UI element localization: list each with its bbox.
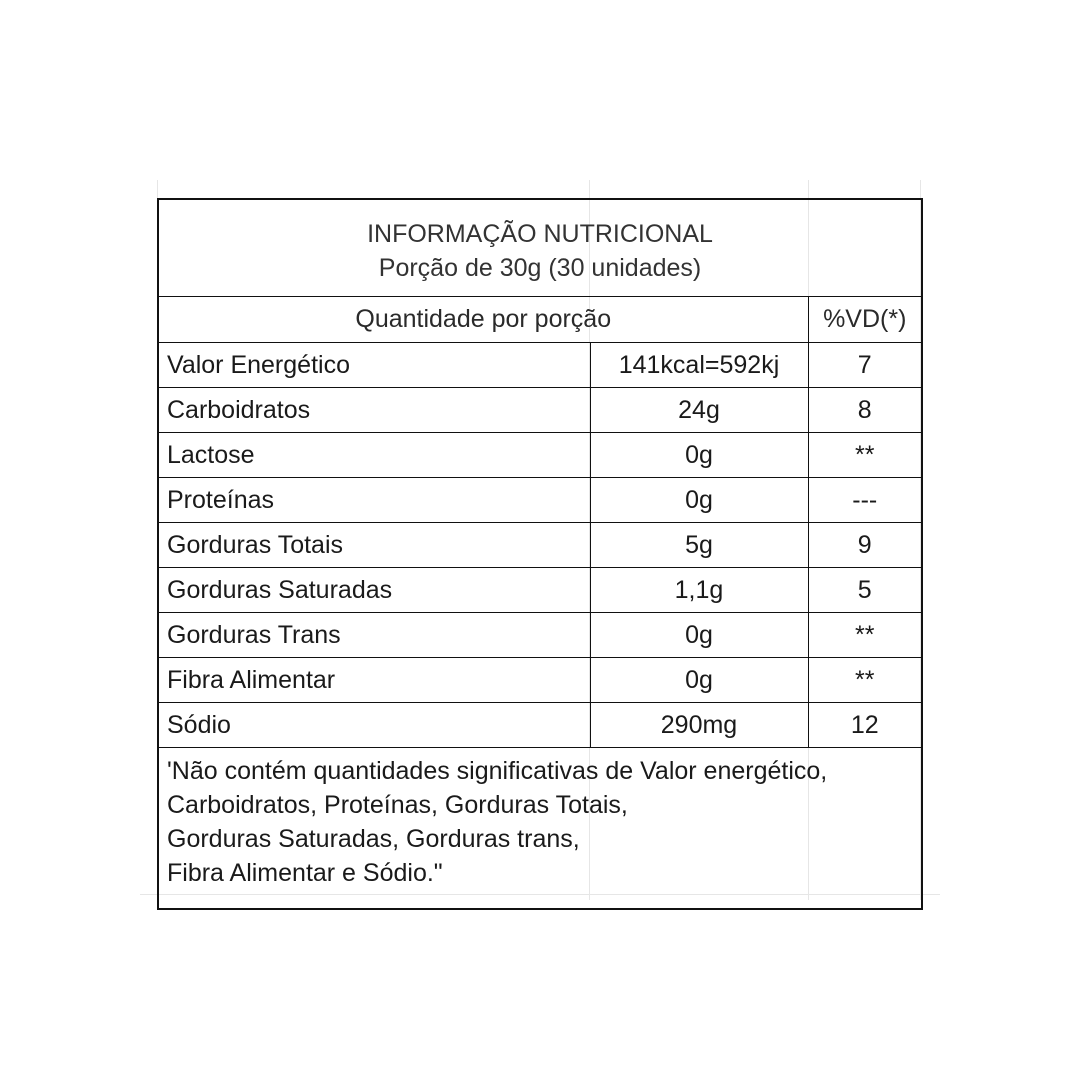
footnote-row	[158, 748, 922, 910]
nutrient-name: Proteínas	[158, 478, 590, 523]
nutrient-quantity: 290mg	[590, 703, 808, 748]
nutrient-quantity: 0g	[590, 478, 808, 523]
table-title-cell	[158, 199, 922, 297]
nutrient-name: Sódio	[158, 703, 590, 748]
table-row	[158, 388, 922, 433]
nutrient-name: Lactose	[158, 433, 590, 478]
table-title: INFORMAÇÃO NUTRICIONAL	[367, 220, 713, 248]
table-row	[158, 343, 922, 388]
nutrient-name: Fibra Alimentar	[158, 658, 590, 703]
nutrient-quantity: 0g	[590, 613, 808, 658]
nutrient-quantity: 5g	[590, 523, 808, 568]
serving-size: Porção de 30g (30 unidades)	[378, 254, 702, 282]
nutrient-vd: **	[808, 658, 922, 703]
table-row	[158, 613, 922, 658]
table-row	[158, 658, 922, 703]
footnote-line: Gorduras Saturadas, Gorduras trans,	[167, 825, 580, 853]
nutrition-facts-table	[157, 198, 923, 910]
footnote-line: Carboidratos, Proteínas, Gorduras Totais,	[167, 791, 628, 819]
nutrient-name: Gorduras Saturadas	[158, 568, 590, 613]
nutrient-name: Gorduras Totais	[158, 523, 590, 568]
nutrient-vd: 5	[808, 568, 922, 613]
nutrient-quantity: 0g	[590, 658, 808, 703]
nutrient-quantity: 141kcal=592kj	[590, 343, 808, 388]
table-row	[158, 523, 922, 568]
nutrient-quantity: 24g	[590, 388, 808, 433]
nutrient-vd: **	[808, 613, 922, 658]
nutrient-name: Valor Energético	[158, 343, 590, 388]
title-row	[158, 199, 922, 297]
nutrient-vd: 12	[808, 703, 922, 748]
nutrient-vd: 7	[808, 343, 922, 388]
header-quantity: Quantidade por porção	[158, 297, 808, 343]
nutrient-name: Carboidratos	[158, 388, 590, 433]
footnote	[158, 748, 922, 910]
table-row	[158, 568, 922, 613]
nutrient-vd: 8	[808, 388, 922, 433]
header-vd: %VD(*)	[808, 297, 922, 343]
table-row	[158, 433, 922, 478]
nutrient-vd: ---	[808, 478, 922, 523]
nutrient-vd: **	[808, 433, 922, 478]
footnote-line: 'Não contém quantidades significativas de Valor energético,	[167, 757, 828, 785]
nutrient-name: Gorduras Trans	[158, 613, 590, 658]
table-row	[158, 478, 922, 523]
header-row	[158, 297, 922, 343]
nutrient-quantity: 1,1g	[590, 568, 808, 613]
nutrient-vd: 9	[808, 523, 922, 568]
footnote-line: Fibra Alimentar e Sódio."	[167, 859, 443, 887]
table-row	[158, 703, 922, 748]
nutrient-quantity: 0g	[590, 433, 808, 478]
